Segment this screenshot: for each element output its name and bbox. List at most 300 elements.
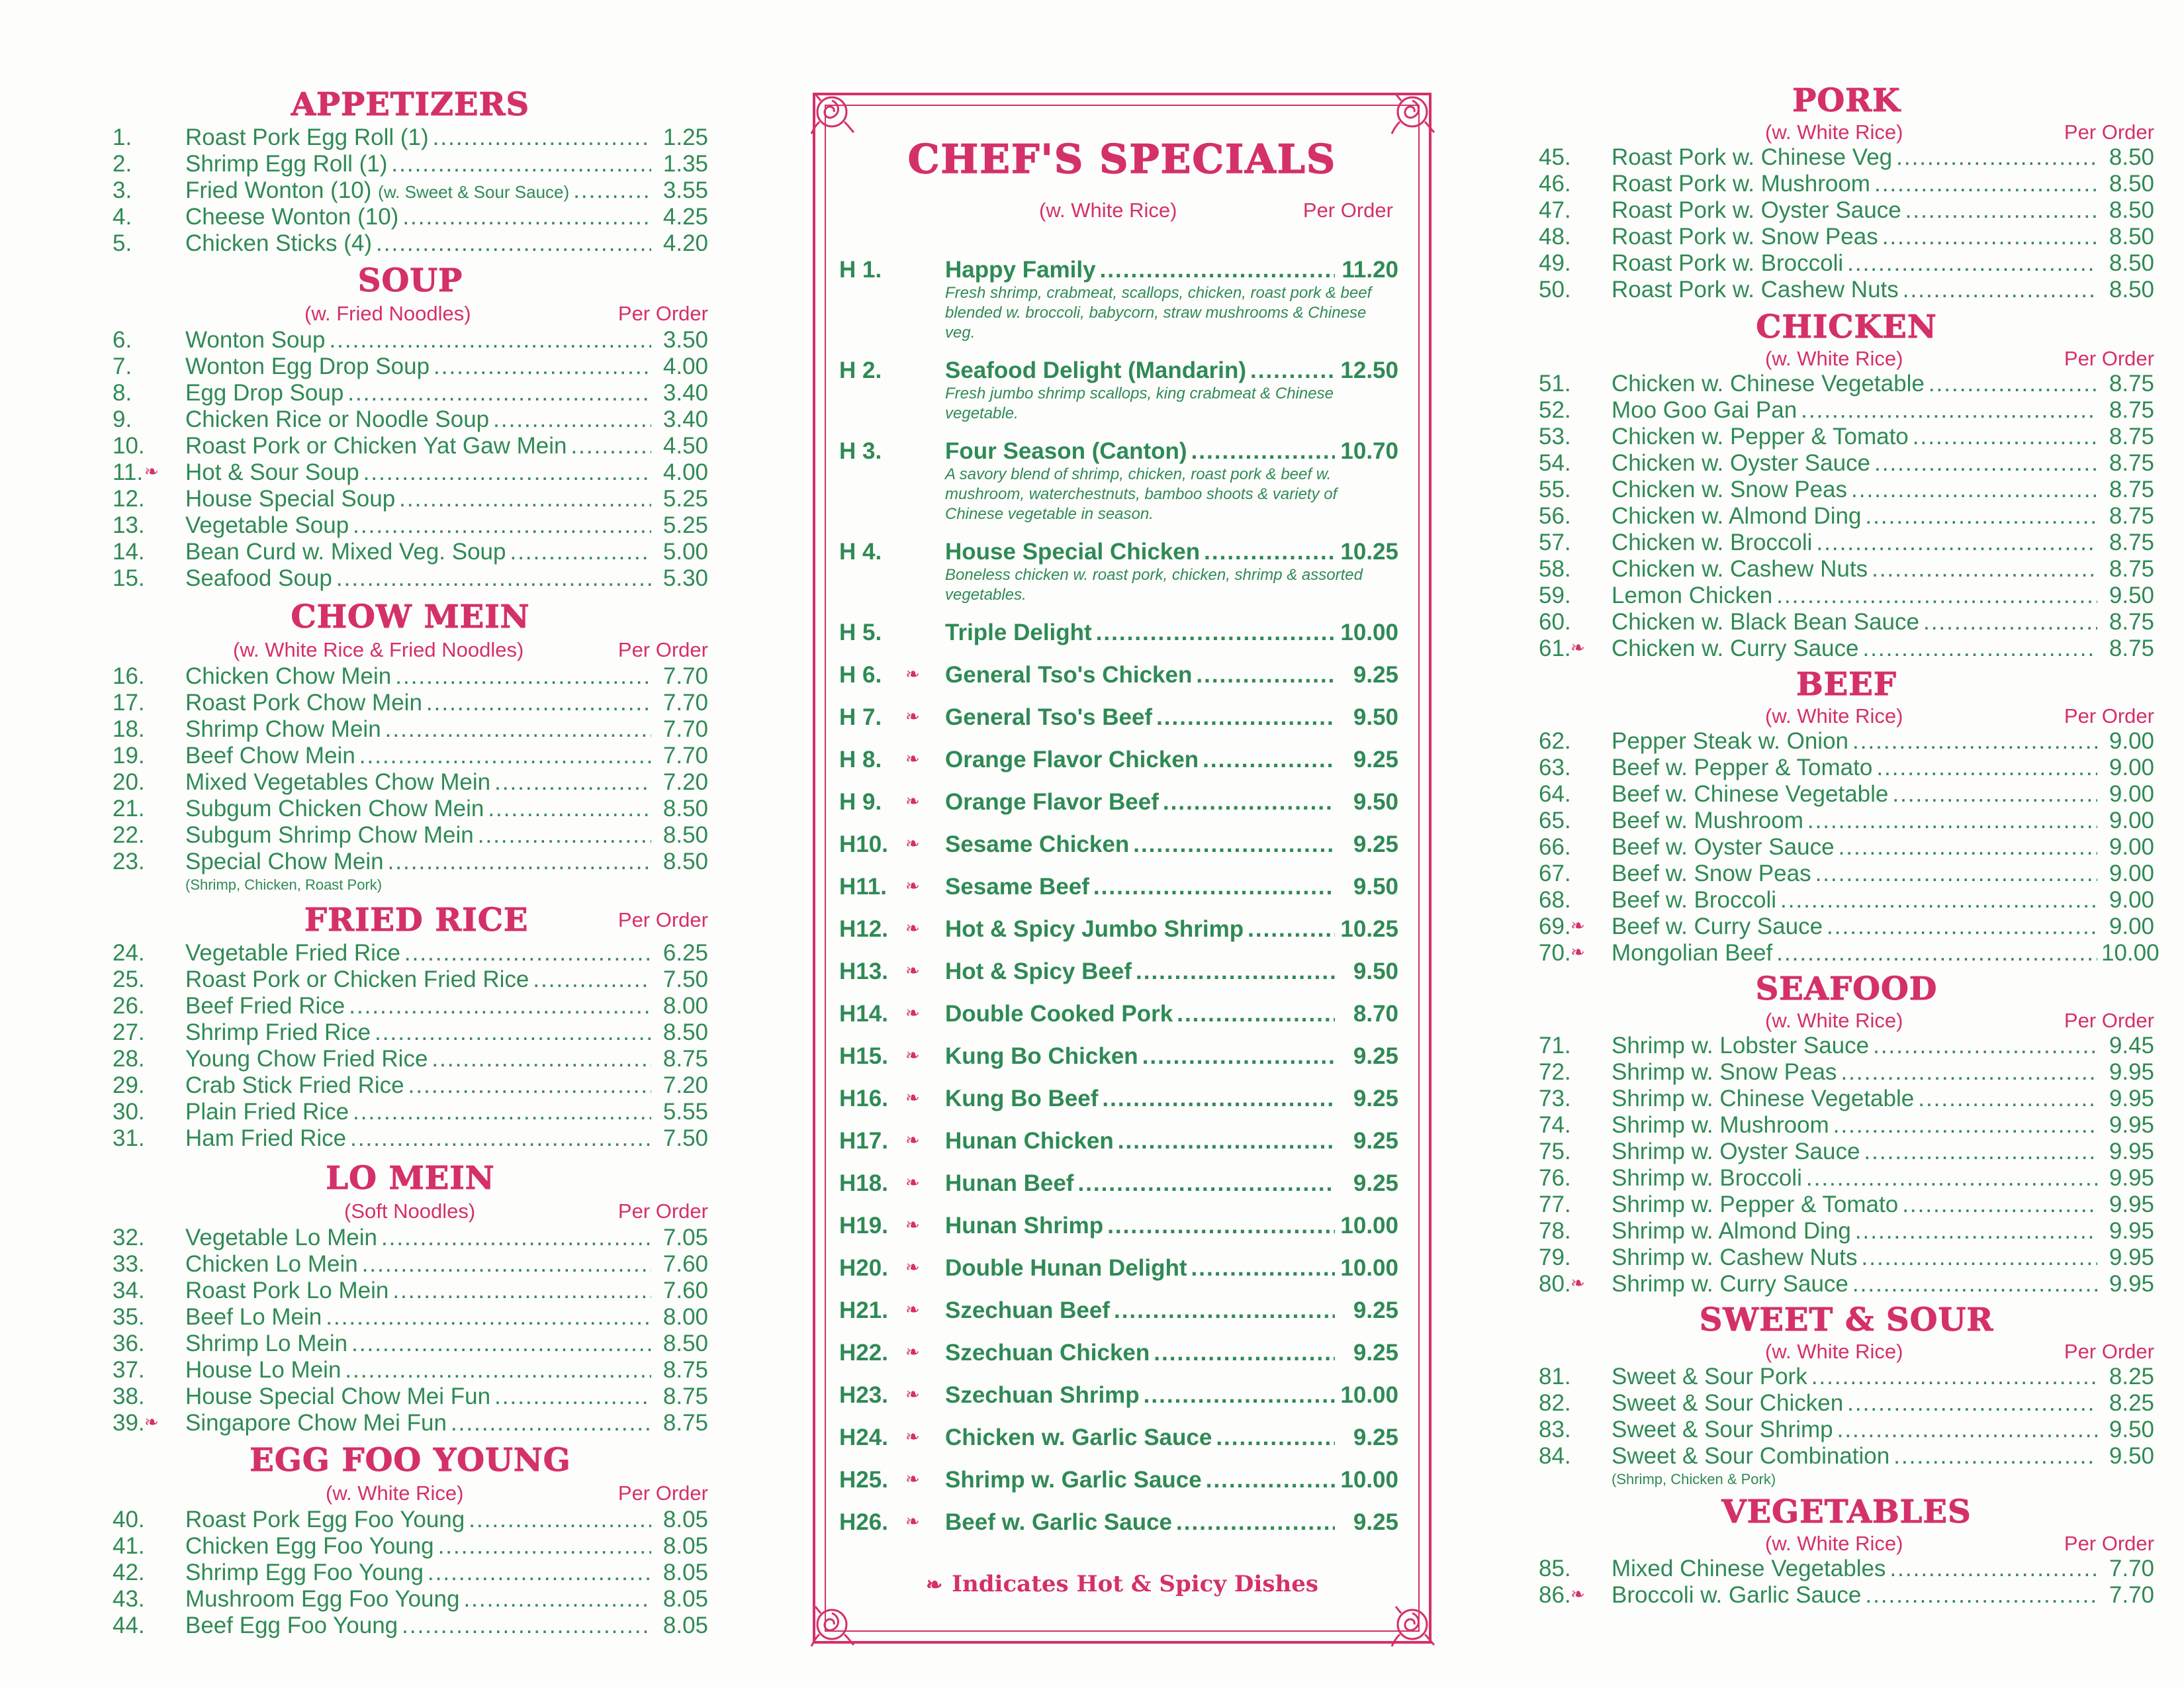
- section-subheader: [813, 199, 1432, 225]
- special-name: Sesame Beef: [945, 874, 1089, 900]
- special-code: [839, 438, 945, 465]
- special-row: [839, 438, 1398, 465]
- item-name-text: Fried Wonton (10): [185, 177, 372, 203]
- dot-leader: [1203, 747, 1335, 773]
- item-number-text: 51.: [1539, 371, 1571, 397]
- item-number: [113, 406, 185, 433]
- menu-item: [1539, 477, 2154, 503]
- item-number: [113, 940, 185, 966]
- menu-column-left: [113, 85, 708, 1639]
- dot-leader: [353, 512, 651, 539]
- item-name-text: Hot & Sour Soup: [185, 459, 359, 485]
- item-name: [1612, 556, 1868, 583]
- menu-item: [113, 1613, 708, 1639]
- per-order-label: Per Order: [2064, 704, 2154, 727]
- item-name: [185, 512, 349, 539]
- item-number: [1539, 197, 1612, 224]
- menu-item: [1539, 144, 2154, 171]
- item-price: 4.50: [662, 433, 708, 459]
- item-name-text: Egg Drop Soup: [185, 380, 344, 406]
- dot-leader: [1250, 357, 1335, 384]
- item-number-text: 83.: [1539, 1417, 1571, 1442]
- menu-item: [113, 177, 708, 204]
- hot-pepper-icon: ❧: [905, 1088, 920, 1107]
- menu-item: [113, 796, 708, 822]
- item-number-text: 36.: [113, 1331, 145, 1356]
- dot-leader: [433, 124, 651, 151]
- item-number: [1539, 1443, 1612, 1470]
- item-number: [1539, 728, 1612, 755]
- special-name: Beef w. Garlic Sauce: [945, 1509, 1173, 1535]
- menu-item: [1539, 1364, 2154, 1390]
- item-number-text: 75.: [1539, 1139, 1571, 1164]
- item-price: 7.70: [662, 743, 708, 769]
- dot-leader: [1776, 940, 2097, 966]
- item-number-text: 46.: [1539, 171, 1571, 197]
- item-price: 8.75: [2109, 424, 2154, 449]
- item-number: [1539, 1417, 1612, 1443]
- item-name: [185, 716, 381, 743]
- dot-leader: [494, 1383, 651, 1410]
- item-number-text: 73.: [1539, 1086, 1571, 1111]
- item-number: [1539, 1033, 1612, 1059]
- item-price: 8.50: [662, 849, 708, 874]
- item-price: 9.00: [2109, 781, 2154, 807]
- item-number: [1539, 556, 1612, 583]
- special-code-text: H23.: [839, 1382, 888, 1408]
- special-row: [839, 916, 1398, 943]
- section-title: SOUP: [357, 262, 463, 299]
- dot-leader: [1851, 477, 2097, 503]
- dot-leader: [573, 177, 651, 204]
- item-number: [113, 1383, 185, 1410]
- menu-item: [1539, 755, 2154, 781]
- item-number: [113, 1278, 185, 1304]
- special-price: 10.00: [1340, 1382, 1398, 1408]
- item-name: [185, 1560, 424, 1586]
- item-number-text: 1.: [113, 124, 132, 150]
- dot-leader: [1852, 1271, 2097, 1297]
- dot-leader: [1077, 1170, 1335, 1197]
- item-price: 9.00: [2109, 887, 2154, 913]
- item-price: 8.05: [662, 1533, 708, 1559]
- item-name-text: Sweet & Sour Combination: [1612, 1443, 1890, 1469]
- item-number-text: 2.: [113, 151, 132, 177]
- item-number: [113, 1560, 185, 1586]
- item-number-text: 26.: [113, 993, 145, 1019]
- item-number-text: 25.: [113, 966, 145, 992]
- special-row: [839, 704, 1398, 731]
- menu-item: [1539, 250, 2154, 277]
- special-code: [839, 1213, 945, 1239]
- item-number: [113, 151, 185, 177]
- dot-leader: [399, 486, 651, 512]
- special-price: 9.25: [1353, 1340, 1398, 1366]
- special-price: 12.50: [1340, 357, 1398, 383]
- item-name: [185, 769, 490, 796]
- item-name: [185, 1125, 346, 1152]
- item-price: 8.75: [2109, 397, 2154, 423]
- dot-leader: [1156, 704, 1335, 731]
- special-item: [839, 789, 1398, 816]
- menu-item: [1539, 1086, 2154, 1112]
- special-code: [839, 662, 945, 688]
- item-number-text: 69.: [1539, 914, 1571, 939]
- item-number: [113, 433, 185, 459]
- section-chow-mein: [113, 597, 708, 895]
- special-code-text: H18.: [839, 1170, 888, 1196]
- item-price: 7.20: [662, 1072, 708, 1098]
- per-order-label: Per Order: [2064, 120, 2154, 144]
- item-name-text: Chicken w. Snow Peas: [1612, 477, 1848, 502]
- item-name-text: Young Chow Fried Rice: [185, 1046, 428, 1072]
- special-name: Szechuan Beef: [945, 1297, 1110, 1323]
- item-name: [1612, 1165, 1802, 1192]
- dot-leader: [345, 1357, 651, 1383]
- item-number: [113, 380, 185, 406]
- special-name: Kung Bo Beef: [945, 1086, 1099, 1111]
- dot-leader: [385, 716, 651, 743]
- dot-leader: [1892, 781, 2097, 808]
- menu-item: [1539, 1112, 2154, 1139]
- item-number-text: 82.: [1539, 1390, 1571, 1416]
- item-number: [1539, 635, 1612, 662]
- dot-leader: [1833, 1112, 2097, 1139]
- item-price: 8.50: [2109, 277, 2154, 303]
- special-code: [839, 620, 945, 646]
- special-row: [839, 1425, 1398, 1451]
- hot-pepper-icon: ❧: [905, 749, 920, 769]
- item-number: [113, 1251, 185, 1278]
- item-number: [113, 327, 185, 353]
- special-price: 9.25: [1353, 747, 1398, 773]
- section-subheader: [113, 1198, 708, 1225]
- item-number-text: 42.: [113, 1560, 145, 1585]
- item-number-text: 77.: [1539, 1192, 1571, 1217]
- item-price: 7.70: [662, 716, 708, 742]
- hot-pepper-icon: ❧: [905, 1511, 920, 1531]
- item-name-text: Shrimp Egg Roll (1): [185, 151, 388, 177]
- special-price: 9.50: [1353, 704, 1398, 730]
- special-price: 9.25: [1353, 1086, 1398, 1111]
- menu-item: [1539, 1244, 2154, 1271]
- menu-item: [113, 1533, 708, 1560]
- hot-pepper-icon: ❧: [144, 1412, 159, 1432]
- special-code: [839, 1382, 945, 1409]
- special-price: 9.50: [1353, 959, 1398, 984]
- item-name: [1612, 144, 1892, 171]
- item-price: 9.50: [2109, 1443, 2154, 1469]
- item-price: 8.75: [2109, 371, 2154, 397]
- item-name: [185, 1225, 377, 1251]
- item-price: 3.40: [662, 406, 708, 432]
- special-code: [839, 1086, 945, 1112]
- menu-item: [113, 1331, 708, 1357]
- menu-item: [1539, 277, 2154, 303]
- item-number: [1539, 1192, 1612, 1218]
- item-number: [113, 1586, 185, 1613]
- special-row: [839, 1213, 1398, 1239]
- dot-leader: [392, 1278, 651, 1304]
- item-number: [113, 230, 185, 257]
- item-number: [113, 1357, 185, 1383]
- special-name: Hunan Shrimp: [945, 1213, 1104, 1239]
- dot-leader: [359, 743, 651, 769]
- special-item: [839, 257, 1398, 343]
- special-price: 9.25: [1353, 1509, 1398, 1535]
- item-name-text: Lemon Chicken: [1612, 583, 1773, 608]
- item-name: [185, 1251, 358, 1278]
- item-name-text: Shrimp w. Lobster Sauce: [1612, 1033, 1870, 1058]
- item-number-text: 63.: [1539, 755, 1571, 780]
- item-name: [185, 380, 343, 406]
- item-number: [1539, 940, 1612, 966]
- item-price: 8.50: [2109, 224, 2154, 250]
- special-code: [839, 1467, 945, 1493]
- menu-item: [113, 1099, 708, 1125]
- item-name: [185, 1046, 428, 1072]
- special-name: Kung Bo Chicken: [945, 1043, 1138, 1069]
- item-number-text: 9.: [113, 406, 132, 432]
- item-price: 8.75: [662, 1357, 708, 1383]
- item-name: [1612, 1390, 1843, 1417]
- item-price: 8.75: [662, 1383, 708, 1409]
- special-name: Orange Flavor Beef: [945, 789, 1159, 815]
- item-name-text: Roast Pork w. Oyster Sauce: [1612, 197, 1901, 223]
- item-number-text: 22.: [113, 822, 145, 848]
- section-egg-foo-young: [113, 1440, 708, 1639]
- item-number-text: 20.: [113, 769, 145, 795]
- dot-leader: [533, 966, 651, 993]
- dot-leader: [1248, 916, 1335, 943]
- item-name-text: Roast Pork Chow Mein: [185, 690, 422, 716]
- item-price: 9.00: [2109, 914, 2154, 939]
- menu-item: [113, 1225, 708, 1251]
- dot-leader: [336, 565, 651, 592]
- dot-leader: [1865, 503, 2097, 530]
- special-item: [839, 357, 1398, 424]
- dot-leader: [1144, 1382, 1335, 1409]
- per-order-label: Per Order: [617, 1199, 708, 1223]
- item-price: 3.40: [662, 380, 708, 406]
- hot-pepper-icon: ❧: [1570, 915, 1585, 935]
- dot-leader: [1191, 1255, 1335, 1282]
- special-code-text: H11.: [839, 874, 887, 900]
- special-item: [839, 1340, 1398, 1366]
- special-item: [839, 831, 1398, 858]
- item-price: 8.50: [662, 1331, 708, 1356]
- item-name: [185, 486, 395, 512]
- item-name-text: Shrimp Fried Rice: [185, 1019, 371, 1045]
- special-name: Triple Delight: [945, 620, 1092, 645]
- item-list: [113, 663, 708, 875]
- special-price: 10.70: [1340, 438, 1398, 464]
- item-number: [1539, 609, 1612, 635]
- item-name-text: Roast Pork or Chicken Fried Rice: [185, 966, 529, 992]
- menu-item: [1539, 1192, 2154, 1218]
- dot-leader: [1118, 1128, 1335, 1154]
- dot-leader: [1905, 197, 2097, 224]
- menu-item: [113, 1586, 708, 1613]
- item-price: 8.25: [2109, 1364, 2154, 1389]
- hot-pepper-icon: ❧: [905, 876, 920, 896]
- item-number: [113, 1507, 185, 1533]
- menu-item: [113, 743, 708, 769]
- menu-item: [113, 1507, 708, 1533]
- special-row: [839, 662, 1398, 688]
- item-number: [1539, 1582, 1612, 1609]
- item-name: [1612, 371, 1925, 397]
- section-subheader: [1539, 1340, 2154, 1364]
- special-price: 9.25: [1353, 1297, 1398, 1323]
- item-name: [185, 796, 484, 822]
- item-number: [1539, 834, 1612, 861]
- menu-item: [113, 433, 708, 459]
- section-subnote: (w. White Rice): [1039, 199, 1177, 222]
- dot-leader: [1864, 1139, 2097, 1165]
- item-number-text: 48.: [1539, 224, 1571, 250]
- hot-spicy-legend: [813, 1571, 1432, 1597]
- section-subheader: [113, 1480, 708, 1507]
- item-number-text: 19.: [113, 743, 145, 769]
- dot-leader: [1196, 662, 1335, 688]
- item-name: [1612, 1033, 1869, 1059]
- item-number: [113, 512, 185, 539]
- dot-leader: [381, 1225, 651, 1251]
- section-header: [113, 900, 708, 940]
- special-name: House Special Chicken: [945, 539, 1201, 565]
- item-price: 8.50: [2109, 144, 2154, 170]
- item-name-text: Chicken Sticks (4): [185, 230, 373, 256]
- item-list: [1539, 728, 2160, 966]
- menu-item: [1539, 887, 2154, 914]
- item-price: 8.75: [2109, 477, 2154, 502]
- special-name: Szechuan Shrimp: [945, 1382, 1140, 1408]
- item-number: [113, 1019, 185, 1046]
- item-price: 9.95: [2109, 1271, 2154, 1297]
- menu-item: [113, 1410, 708, 1436]
- special-item: [839, 662, 1398, 688]
- menu-item: [1539, 397, 2154, 424]
- special-price: 9.25: [1353, 1128, 1398, 1154]
- special-item: [839, 959, 1398, 985]
- item-number-text: 44.: [113, 1613, 145, 1638]
- menu-item: [113, 966, 708, 993]
- special-item: [839, 1509, 1398, 1536]
- hot-pepper-icon: ❧: [1570, 637, 1585, 657]
- menu-item: [113, 769, 708, 796]
- section-chicken: [1539, 307, 2154, 662]
- special-item: [839, 1128, 1398, 1154]
- special-item: [839, 438, 1398, 524]
- item-number-text: 78.: [1539, 1218, 1571, 1244]
- item-price: 9.95: [2109, 1165, 2154, 1191]
- menu-item: [1539, 530, 2154, 556]
- menu-item: [113, 539, 708, 565]
- dot-leader: [1852, 728, 2097, 755]
- item-name: [1612, 1192, 1898, 1218]
- hot-pepper-icon: ❧: [905, 1257, 920, 1277]
- item-name-text: Chicken w. Broccoli: [1612, 530, 1813, 555]
- item-number: [113, 716, 185, 743]
- special-name: Hot & Spicy Beef: [945, 959, 1132, 984]
- specials-list: [839, 257, 1398, 1552]
- special-code-text: H 5.: [839, 620, 882, 645]
- item-number: [113, 849, 185, 875]
- item-name: [1612, 224, 1878, 250]
- section-subnote: (w. Fried Noodles): [304, 302, 471, 325]
- item-name: [1612, 781, 1888, 808]
- menu-item: [113, 1019, 708, 1046]
- dot-leader: [363, 459, 651, 486]
- item-number: [113, 1125, 185, 1152]
- item-number: [1539, 887, 1612, 914]
- item-number-text: 28.: [113, 1046, 145, 1072]
- item-price: 7.70: [662, 690, 708, 716]
- item-name: [185, 1383, 490, 1410]
- special-price: 9.25: [1353, 662, 1398, 688]
- special-item: [839, 620, 1398, 646]
- special-description: A savory blend of shrimp, chicken, roast pork & beef w. mushroom, waterchestnuts, bamboo shoots & variety of Chinese vegetable in season.: [945, 465, 1338, 523]
- special-code: [839, 1297, 945, 1324]
- item-name-text: Beef w. Broccoli: [1612, 887, 1776, 913]
- special-row: [839, 1170, 1398, 1197]
- special-description: Fresh shrimp, crabmeat, scallops, chicken, roast pork & beef blended w. broccoli, babycorn, straw mushrooms & Chinese veg.: [945, 284, 1372, 342]
- hot-pepper-icon: ❧: [144, 461, 159, 481]
- dot-leader: [1100, 257, 1335, 283]
- menu-item: [1539, 861, 2154, 887]
- special-row: [839, 1382, 1398, 1409]
- item-number-text: 52.: [1539, 397, 1571, 423]
- item-number: [113, 124, 185, 151]
- item-name: [1612, 397, 1797, 424]
- special-name: Szechuan Chicken: [945, 1340, 1150, 1366]
- item-number-text: 81.: [1539, 1364, 1571, 1389]
- item-number-text: 79.: [1539, 1244, 1571, 1270]
- special-item: [839, 1467, 1398, 1493]
- dot-leader: [1776, 583, 2097, 609]
- special-price: 10.25: [1340, 916, 1398, 942]
- item-number: [1539, 755, 1612, 781]
- item-price: 8.50: [2109, 171, 2154, 197]
- item-name: [1612, 1244, 1858, 1271]
- special-code-text: H24.: [839, 1425, 888, 1450]
- item-price: 7.60: [662, 1251, 708, 1277]
- dot-leader: [1204, 539, 1335, 565]
- item-name: [1612, 477, 1847, 503]
- item-name: [185, 124, 429, 151]
- hot-pepper-icon: ❧: [905, 791, 920, 811]
- item-name: [185, 151, 387, 177]
- item-number: [113, 486, 185, 512]
- item-price: 4.00: [662, 353, 708, 379]
- item-name: [1612, 1086, 1914, 1112]
- item-name: [1612, 1271, 1848, 1297]
- dot-leader: [362, 1251, 651, 1278]
- section-subnote: (w. White Rice & Fried Noodles): [233, 638, 524, 661]
- item-name-text: Sweet & Sour Chicken: [1612, 1390, 1844, 1416]
- section-subheader: [1539, 1009, 2154, 1033]
- item-name-text: Pepper Steak w. Onion: [1612, 728, 1848, 754]
- dot-leader: [1855, 1218, 2097, 1244]
- item-number-text: 38.: [113, 1383, 145, 1409]
- item-name-text: Special Chow Mein: [185, 849, 384, 874]
- section-footnote: (Shrimp, Chicken & Pork): [1612, 1471, 1776, 1487]
- item-name-text: Bean Curd w. Mixed Veg. Soup: [185, 539, 506, 565]
- item-name-text: Vegetable Lo Mein: [185, 1225, 377, 1250]
- item-number-text: 39.: [113, 1410, 145, 1436]
- item-price: 10.00: [2101, 940, 2160, 966]
